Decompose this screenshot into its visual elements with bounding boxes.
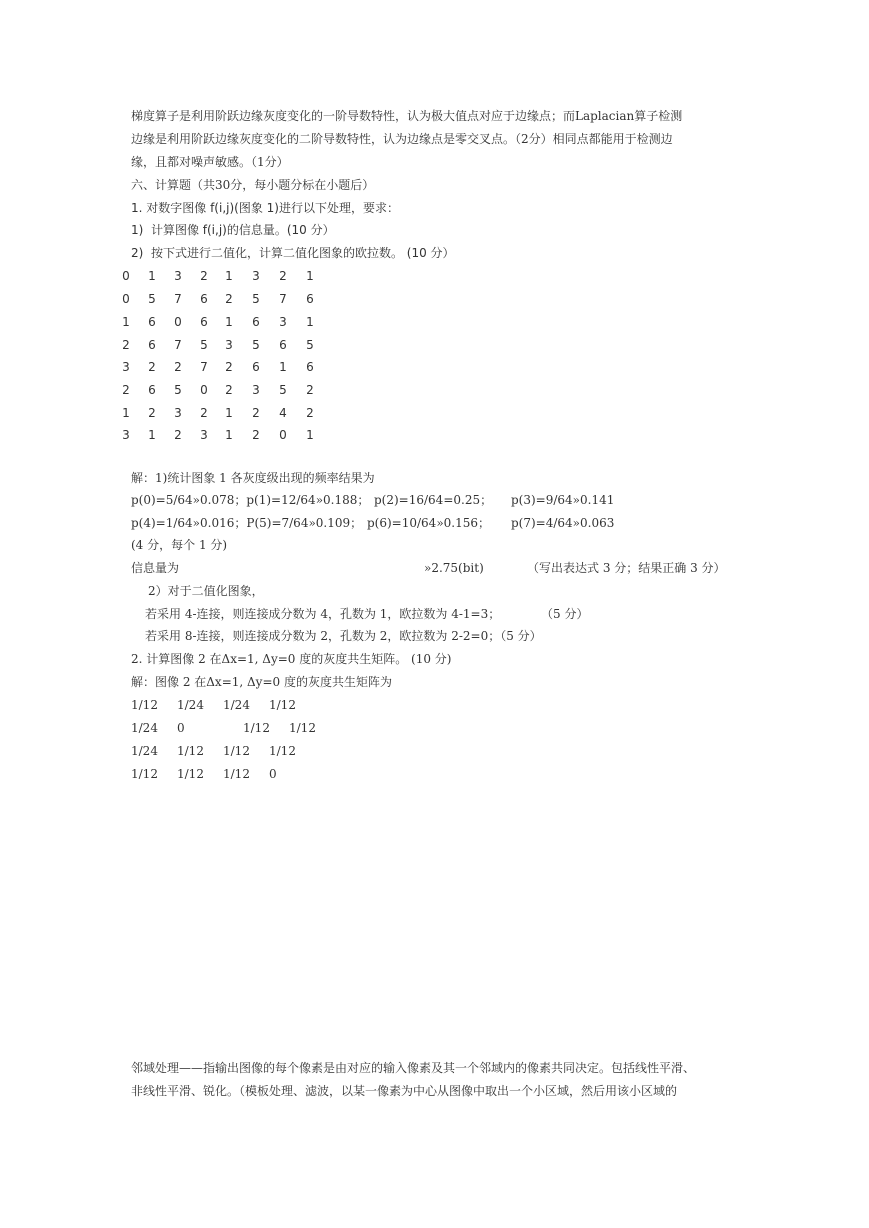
matrix-cell: 5 xyxy=(252,292,260,306)
matrix-cell: 0 xyxy=(174,315,182,329)
matrix-cell: 1 xyxy=(148,428,156,442)
matrix-cell: 1 xyxy=(306,428,314,442)
probability-item: p(4)=1/64»0.016；P(5)=7/64»0.109； xyxy=(131,516,363,530)
matrix-cell: 2 xyxy=(225,292,233,306)
solution-line: 2）对于二值化图象， xyxy=(148,584,264,598)
probability-item: p(2)=16/64=0.25； xyxy=(374,493,493,507)
matrix-cell: 1 xyxy=(225,315,233,329)
solution-line: 若采用 4-连接，则连接成分数为 4，孔数为 1，欧拉数为 4-1=3； xyxy=(145,607,501,621)
glcm-cell: 1/24 xyxy=(131,744,158,758)
glcm-cell: 1/12 xyxy=(243,721,270,735)
info-value: »2.75(bit) xyxy=(424,561,484,575)
question-1: 1. 对数字图像 f(i,j)(图象 1)进行以下处理，要求： xyxy=(131,201,399,215)
glcm-cell: 1/24 xyxy=(131,721,158,735)
matrix-cell: 1 xyxy=(122,315,130,329)
matrix-cell: 6 xyxy=(306,292,314,306)
matrix-cell: 1 xyxy=(306,269,314,283)
glcm-cell: 1/12 xyxy=(131,698,158,712)
matrix-cell: 7 xyxy=(174,338,182,352)
glcm-cell: 1/12 xyxy=(177,744,204,758)
matrix-cell: 6 xyxy=(148,383,156,397)
matrix-cell: 3 xyxy=(174,406,182,420)
info-note: （写出表达式 3 分；结果正确 3 分） xyxy=(527,561,726,575)
matrix-cell: 1 xyxy=(306,315,314,329)
matrix-cell: 2 xyxy=(225,360,233,374)
glcm-cell: 1/12 xyxy=(131,767,158,781)
glcm-cell: 1/12 xyxy=(177,767,204,781)
matrix-cell: 3 xyxy=(122,428,130,442)
matrix-cell: 5 xyxy=(148,292,156,306)
matrix-cell: 2 xyxy=(306,406,314,420)
matrix-cell: 7 xyxy=(279,292,287,306)
matrix-cell: 2 xyxy=(200,269,208,283)
matrix-cell: 5 xyxy=(200,338,208,352)
probability-item: p(0)=5/64»0.078；p(1)=12/64»0.188； xyxy=(131,493,370,507)
matrix-cell: 0 xyxy=(122,292,130,306)
matrix-cell: 6 xyxy=(252,315,260,329)
matrix-cell: 7 xyxy=(200,360,208,374)
matrix-cell: 4 xyxy=(279,406,287,420)
solution-line: 若采用 8-连接，则连接成分数为 2，孔数为 2，欧拉数为 2-2=0；（5 分） xyxy=(145,629,542,643)
matrix-cell: 6 xyxy=(252,360,260,374)
matrix-cell: 7 xyxy=(174,292,182,306)
matrix-cell: 2 xyxy=(148,406,156,420)
matrix-cell: 2 xyxy=(252,406,260,420)
matrix-cell: 6 xyxy=(306,360,314,374)
matrix-cell: 2 xyxy=(306,383,314,397)
matrix-cell: 1 xyxy=(225,428,233,442)
matrix-cell: 2 xyxy=(122,383,130,397)
matrix-cell: 0 xyxy=(200,383,208,397)
matrix-cell: 3 xyxy=(252,383,260,397)
matrix-cell: 2 xyxy=(225,383,233,397)
matrix-cell: 2 xyxy=(174,428,182,442)
matrix-cell: 6 xyxy=(148,315,156,329)
matrix-cell: 2 xyxy=(252,428,260,442)
matrix-cell: 2 xyxy=(200,406,208,420)
question-2: 2. 计算图像 2 在Δx=1, Δy=0 度的灰度共生矩阵。 (10 分) xyxy=(131,652,452,666)
matrix-cell: 5 xyxy=(279,383,287,397)
matrix-cell: 2 xyxy=(279,269,287,283)
glcm-cell: 1/12 xyxy=(223,767,250,781)
glcm-cell: 0 xyxy=(177,721,185,735)
matrix-cell: 6 xyxy=(279,338,287,352)
matrix-cell: 0 xyxy=(122,269,130,283)
question-1-part-2: 2) 按下式进行二值化，计算二值化图象的欧拉数。 (10 分） xyxy=(131,246,455,260)
matrix-cell: 6 xyxy=(148,338,156,352)
matrix-cell: 1 xyxy=(122,406,130,420)
matrix-cell: 3 xyxy=(252,269,260,283)
matrix-cell: 3 xyxy=(225,338,233,352)
glcm-cell: 1/24 xyxy=(223,698,250,712)
matrix-cell: 1 xyxy=(279,360,287,374)
matrix-cell: 0 xyxy=(279,428,287,442)
matrix-cell: 3 xyxy=(279,315,287,329)
matrix-cell: 3 xyxy=(200,428,208,442)
glcm-cell: 1/12 xyxy=(289,721,316,735)
question-1-part-1: 1) 计算图像 f(i,j)的信息量。(10 分） xyxy=(131,223,335,237)
glcm-cell: 0 xyxy=(269,767,277,781)
score-note: （5 分） xyxy=(541,607,589,621)
paragraph-line: 非线性平滑、锐化。（模板处理、滤波，以某一像素为中心从图像中取出一个小区域，然后用该小区域的 xyxy=(131,1084,678,1098)
glcm-cell: 1/24 xyxy=(177,698,204,712)
score-note: (4 分，每个 1 分) xyxy=(131,538,228,552)
matrix-cell: 1 xyxy=(225,406,233,420)
question-2-solution: 解：图像 2 在Δx=1, Δy=0 度的灰度共生矩阵为 xyxy=(131,675,392,689)
probability-item: p(7)=4/64»0.063 xyxy=(511,516,615,530)
paragraph-line: 梯度算子是利用阶跃边缘灰度变化的一阶导数特性，认为极大值点对应于边缘点；而Laplacian算子检测 xyxy=(131,109,683,123)
matrix-cell: 2 xyxy=(122,338,130,352)
info-label: 信息量为 xyxy=(131,561,180,575)
matrix-cell: 2 xyxy=(174,360,182,374)
section-heading: 六、计算题（共30分，每小题分标在小题后） xyxy=(131,178,375,192)
probability-item: p(6)=10/64»0.156； xyxy=(367,516,491,530)
matrix-cell: 6 xyxy=(200,292,208,306)
glcm-cell: 1/12 xyxy=(269,744,296,758)
glcm-cell: 1/12 xyxy=(223,744,250,758)
paragraph-line: 缘，且都对噪声敏感。（1分） xyxy=(131,155,289,169)
matrix-cell: 1 xyxy=(148,269,156,283)
matrix-cell: 3 xyxy=(174,269,182,283)
paragraph-line: 邻域处理——指输出图像的每个像素是由对应的输入像素及其一个邻域内的像素共同决定。包括线性平滑、 xyxy=(131,1061,696,1075)
matrix-cell: 2 xyxy=(148,360,156,374)
solution-line: 解：1)统计图象 1 各灰度级出现的频率结果为 xyxy=(131,471,375,485)
matrix-cell: 1 xyxy=(225,269,233,283)
matrix-cell: 3 xyxy=(122,360,130,374)
matrix-cell: 5 xyxy=(174,383,182,397)
paragraph-line: 边缘是利用阶跃边缘灰度变化的二阶导数特性，认为边缘点是零交叉点。（2分）相同点都能用于检测边 xyxy=(131,132,673,146)
glcm-cell: 1/12 xyxy=(269,698,296,712)
matrix-cell: 5 xyxy=(306,338,314,352)
matrix-cell: 5 xyxy=(252,338,260,352)
matrix-cell: 6 xyxy=(200,315,208,329)
probability-item: p(3)=9/64»0.141 xyxy=(511,493,615,507)
